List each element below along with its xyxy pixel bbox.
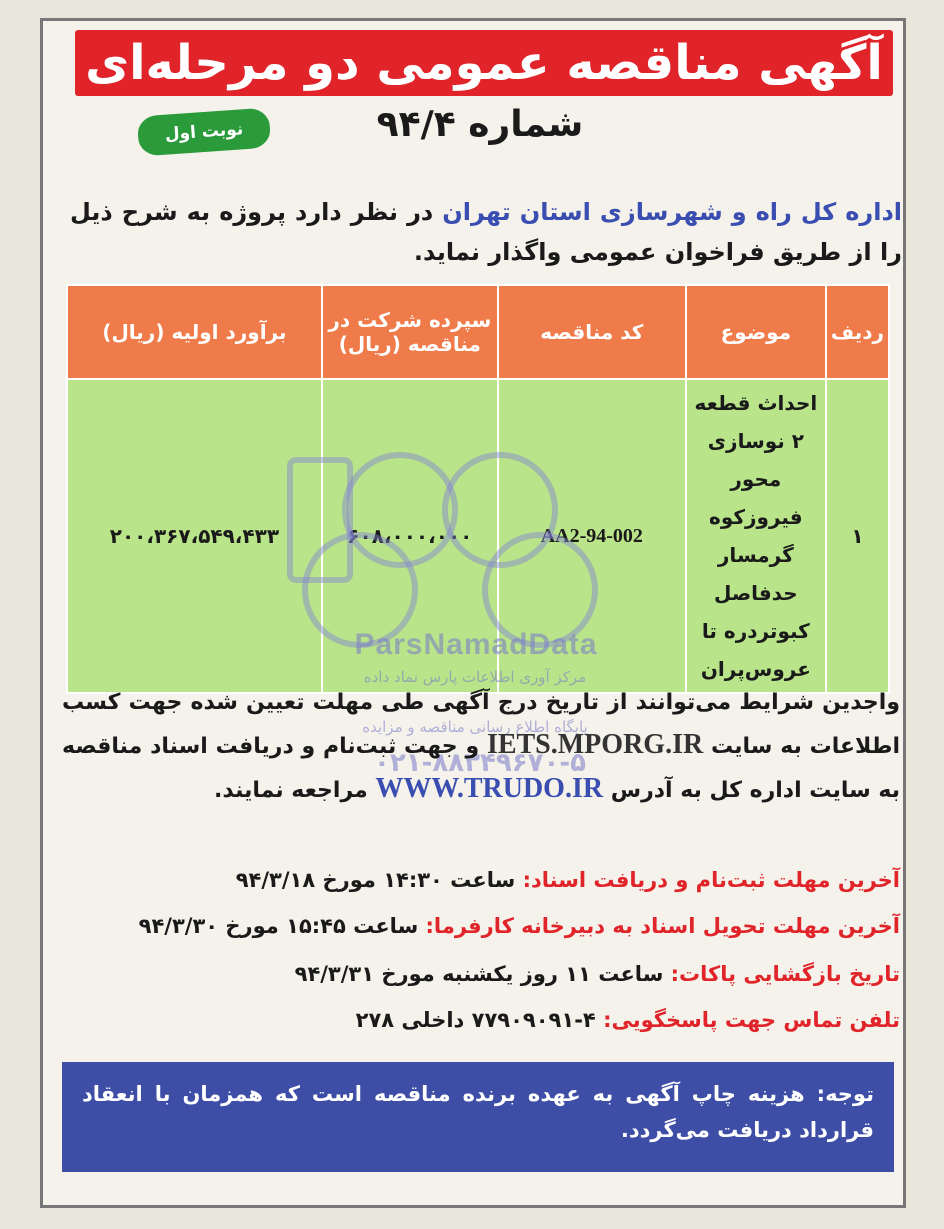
instructions-part3: مراجعه نمایند. (214, 778, 376, 803)
deadline-submission (70, 914, 900, 938)
deadline-label: تاریخ بازگشایی پاکات: (670, 962, 900, 986)
watermark-brand: ParsNamadData (354, 628, 598, 661)
intro-paragraph (70, 192, 902, 272)
issue-badge: نوبت اول (137, 107, 271, 156)
deadline-label: تلفن تماس جهت پاسخگویی: (603, 1008, 900, 1032)
table-header-row (67, 285, 889, 379)
deadline-value: ساعت ۱۵:۴۵ مورخ ۹۴/۳/۳۰ (138, 914, 426, 938)
header-subject: موضوع (686, 285, 826, 379)
iets-website-link[interactable]: IETS.MPORG.IR (486, 729, 704, 760)
cell-code: AA2-94-002 (498, 379, 686, 693)
intro-text: در نظر دارد پروژه به شرح ذیل را از طریق فراخوان عمومی واگذار نماید. (70, 198, 902, 266)
trudo-website-link[interactable]: WWW.TRUDO.IR (375, 773, 604, 804)
instructions-paragraph (62, 682, 900, 812)
organization-name: اداره کل راه و شهرسازی استان تهران (442, 198, 903, 226)
cell-estimate: ۲۰۰،۳۶۷،۵۴۹،۴۳۳ (67, 379, 322, 693)
instructions-part2: و جهت ثبت‌نام و دریافت اسناد مناقصه به سایت اداره کل به آدرس (62, 734, 900, 803)
deadline-value: ساعت ۱۴:۳۰ مورخ ۹۴/۳/۱۸ (235, 868, 523, 892)
deadline-value: ساعت ۱۱ روز یکشنبه مورخ ۹۴/۳/۳۱ (294, 962, 671, 986)
ad-title: آگهی مناقصه عمومی دو مرحله‌ای (85, 35, 883, 91)
opening-date (70, 962, 900, 986)
title-banner (75, 30, 893, 96)
cell-row-number: ۱ (826, 379, 889, 693)
watermark-phone: ۰۲۱-۸۸۳۴۹۶۷۰-۵ (373, 748, 586, 778)
instructions-part1: واجدین شرایط می‌توانند از تاریخ درج آگهی طی مهلت تعیین شده جهت کسب اطلاعات به سایت (62, 690, 900, 759)
deadline-label: آخرین مهلت ثبت‌نام و دریافت اسناد: (522, 868, 900, 892)
deadline-label: آخرین مهلت تحویل اسناد به دبیرخانه کارفرما: (425, 914, 900, 938)
cell-subject: احداث قطعه ۲ نوسازی محور فیروزکوه گرمسار حدفاصل کبوتردره تا عروس‌پران (686, 379, 826, 693)
contact-phone (70, 1008, 900, 1032)
header-code: کد مناقصه (498, 285, 686, 379)
header-estimate: برآورد اولیه (ریال) (67, 285, 322, 379)
header-deposit: سپرده شرکت در مناقصه (ریال) (322, 285, 498, 379)
cell-deposit: ۶۰۸،۰۰۰،۰۰۰ (322, 379, 498, 693)
tender-number: شماره ۹۴/۴ (376, 104, 584, 145)
deadline-value: ۴-۷۷۹۰۹۰۹۱ داخلی ۲۷۸ (355, 1008, 604, 1032)
watermark-line2: پایگاه اطلاع رسانی مناقصه و مزایده (362, 718, 588, 736)
deadline-registration (70, 868, 900, 892)
header-row-number: ردیف (826, 285, 889, 379)
note-box: توجه: هزینه چاپ آگهی به عهده برنده مناقصه است که همزمان با انعقاد قرارداد دریافت می‌گردد. (62, 1062, 894, 1172)
watermark-line1: مرکز آوری اطلاعات پارس نماد داده (363, 668, 587, 686)
